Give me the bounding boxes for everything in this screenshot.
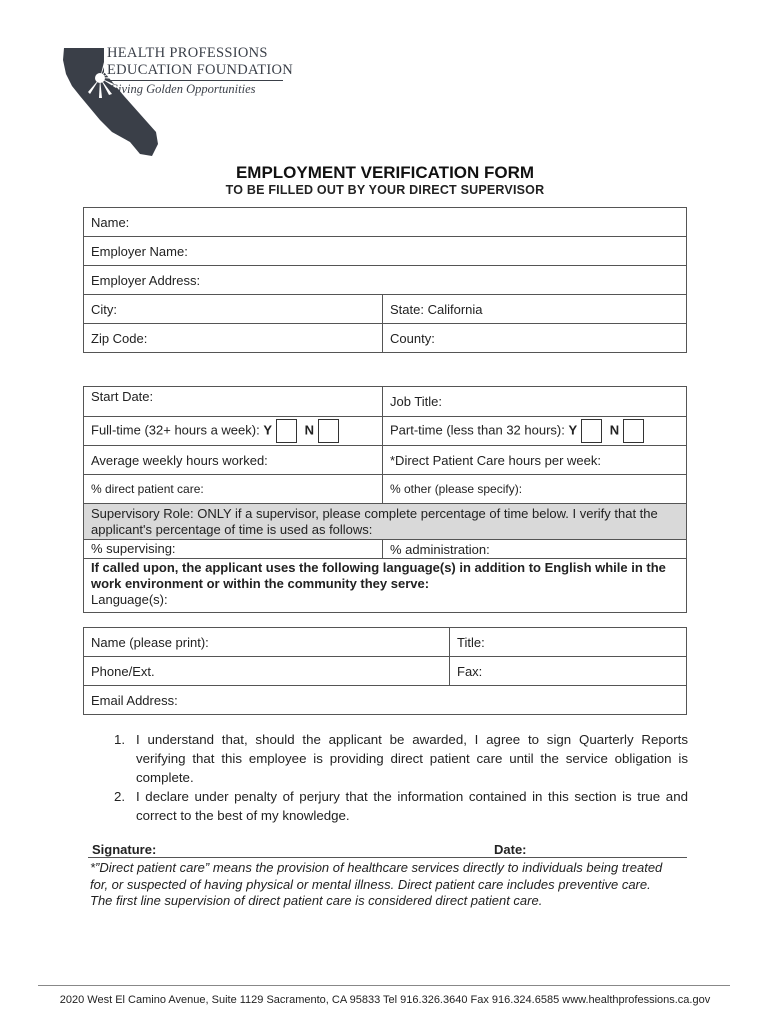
date-field[interactable]: Date: xyxy=(494,842,527,857)
employer-name-label: Employer Name: xyxy=(91,243,188,259)
dpc-hours-field[interactable] xyxy=(383,446,687,475)
signature-field[interactable]: Signature: xyxy=(92,842,157,857)
org-name-line1: HEALTH PROFESSIONS xyxy=(107,45,268,61)
avg-hours-label: Average weekly hours worked: xyxy=(91,452,268,468)
zip-code-label: Zip Code: xyxy=(91,330,148,346)
fulltime-yes-checkbox[interactable] xyxy=(276,419,297,443)
employer-info-table xyxy=(83,207,687,353)
statement-number: 1. xyxy=(114,732,126,747)
footnote: *”Direct patient care” means the provision of healthcare services directly to individuals being treated for, or suspected of having physical or mental illness. Direct patient care includes preventive care. The first line supervision of direct patient care is considered direct patient care. xyxy=(90,860,663,908)
certification-statements xyxy=(108,730,688,825)
supervisor-info-table xyxy=(83,627,687,715)
phone-label: Phone/Ext. xyxy=(91,663,155,679)
list-item xyxy=(108,730,688,787)
supervisor-title-field[interactable] xyxy=(450,628,687,657)
fulltime-row xyxy=(84,417,383,446)
dpc-hours-label: *Direct Patient Care hours per week: xyxy=(390,452,601,468)
footer-address: 2020 West El Camino Avenue, Suite 1129 Sacramento, CA 95833 Tel 916.326.3640 Fax 916.324.6585 www.healthprofessions.ca.gov xyxy=(59,994,711,1006)
county-label: County: xyxy=(390,330,435,346)
language-question xyxy=(84,559,687,593)
list-item xyxy=(108,787,688,825)
org-name-line2: EDUCATION FOUNDATION xyxy=(107,62,294,78)
pct-admin-field[interactable] xyxy=(383,540,687,559)
supervisor-name-label: Name (please print): xyxy=(91,634,209,650)
statement-text: I declare under penalty of perjury that the information contained in this section is true and correct to the best of my knowledge. xyxy=(136,789,688,823)
parttime-label: Part-time (less than 32 hours): xyxy=(390,422,565,438)
employment-details-table xyxy=(83,386,687,613)
parttime-no-label: N xyxy=(609,422,620,438)
fax-label: Fax: xyxy=(457,663,483,679)
state-label: State: California xyxy=(390,301,483,317)
pct-other-field[interactable] xyxy=(383,475,687,504)
fax-field[interactable] xyxy=(450,657,687,686)
email-label: Email Address: xyxy=(91,692,178,708)
pct-admin-label: % administration: xyxy=(390,542,490,557)
email-field[interactable] xyxy=(84,686,687,715)
fulltime-yes-label: Y xyxy=(263,422,272,438)
fulltime-no-checkbox[interactable] xyxy=(318,419,339,443)
supervisor-title-label: Title: xyxy=(457,634,485,650)
zip-code-field[interactable] xyxy=(84,324,383,353)
pct-supervising-field[interactable] xyxy=(84,540,383,559)
county-field[interactable] xyxy=(383,324,687,353)
organization-logo xyxy=(60,42,300,162)
city-field[interactable] xyxy=(84,295,383,324)
phone-field[interactable] xyxy=(84,657,450,686)
parttime-row xyxy=(383,417,687,446)
footer-divider xyxy=(38,985,730,986)
form-subtitle: TO BE FILLED OUT BY YOUR DIRECT SUPERVISOR xyxy=(225,183,545,197)
start-date-field[interactable] xyxy=(84,387,383,417)
parttime-no-checkbox[interactable] xyxy=(623,419,644,443)
org-tagline: Giving Golden Opportunities xyxy=(109,82,256,96)
pct-dpc-label: % direct patient care: xyxy=(91,482,204,496)
applicant-name-label: Name: xyxy=(91,214,130,230)
pct-dpc-field[interactable] xyxy=(84,475,383,504)
language-question-text: If called upon, the applicant uses the following language(s) in addition to English while in the work environment or within the community they serve: xyxy=(91,559,666,591)
languages-label: Language(s): xyxy=(91,592,168,607)
logo-divider xyxy=(107,80,283,81)
state-field[interactable] xyxy=(383,295,687,324)
city-label: City: xyxy=(91,301,117,317)
employer-address-label: Employer Address: xyxy=(91,272,201,288)
fulltime-label: Full-time (32+ hours a week): xyxy=(91,422,260,438)
start-date-label: Start Date: xyxy=(91,389,154,404)
supervisory-role-note xyxy=(84,504,687,540)
employer-name-field[interactable] xyxy=(84,237,687,266)
job-title-field[interactable] xyxy=(383,387,687,417)
pct-supervising-label: % supervising: xyxy=(91,541,176,556)
applicant-name-field[interactable] xyxy=(84,208,687,237)
avg-hours-field[interactable] xyxy=(84,446,383,475)
supervisory-role-text: Supervisory Role: ONLY if a supervisor, please complete percentage of time below. I verify that the applicant's percentage of time is used as follows: xyxy=(91,505,658,537)
fulltime-no-label: N xyxy=(304,422,315,438)
parttime-yes-label: Y xyxy=(568,422,578,438)
signature-line xyxy=(88,857,687,858)
languages-field[interactable] xyxy=(84,592,687,613)
parttime-yes-checkbox[interactable] xyxy=(581,419,602,443)
supervisor-name-field[interactable] xyxy=(84,628,450,657)
statement-text: I understand that, should the applicant be awarded, I agree to sign Quarterly Reports verifying that this employee is providing direct patient care until the service obligation is complete. xyxy=(136,732,688,785)
pct-other-label: % other (please specify): xyxy=(390,482,523,496)
job-title-label: Job Title: xyxy=(390,394,443,409)
statement-number: 2. xyxy=(114,789,126,804)
employer-address-field[interactable] xyxy=(84,266,687,295)
form-title: EMPLOYMENT VERIFICATION FORM xyxy=(235,163,535,182)
